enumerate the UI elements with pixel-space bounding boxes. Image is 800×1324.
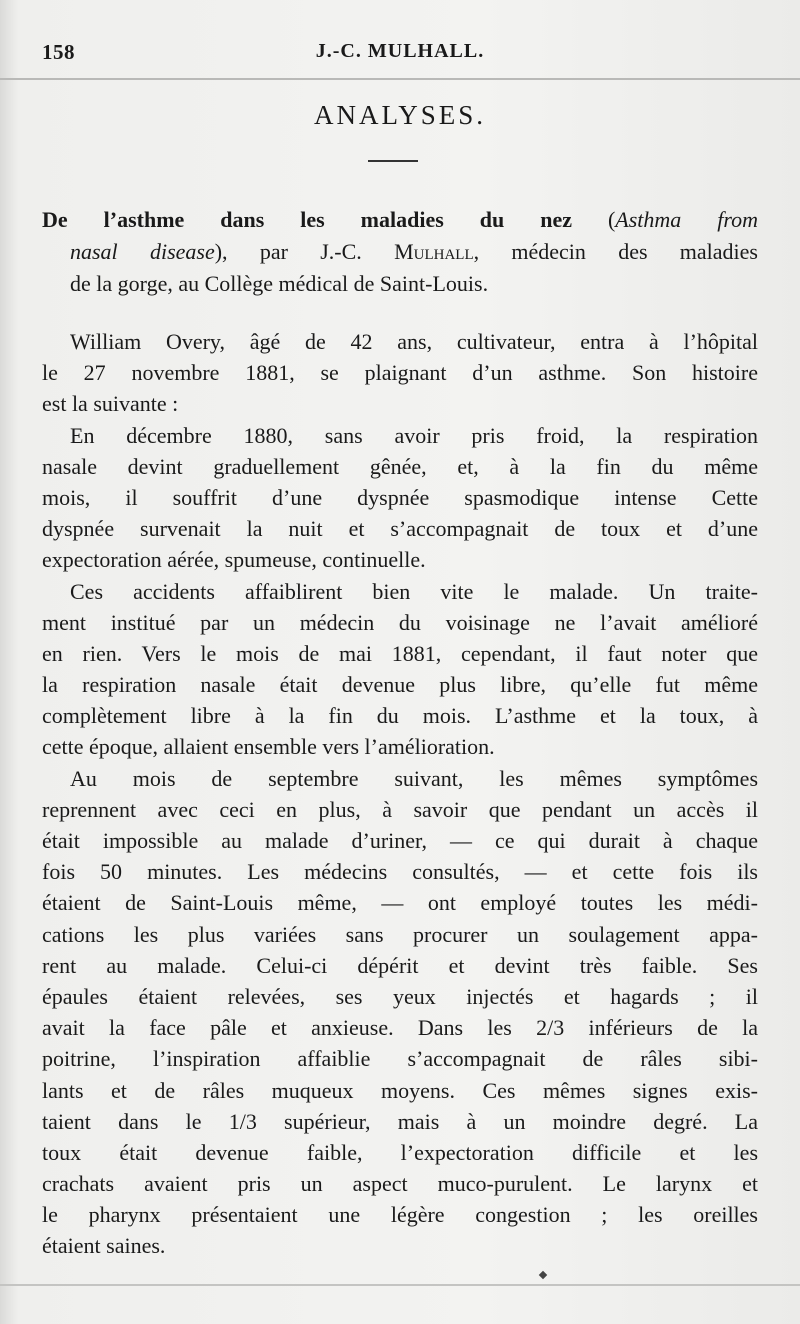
body-line: est la suivante : xyxy=(42,391,179,417)
body-line: reprennent avec ceci en plus, à savoir que pendant un accès il xyxy=(42,796,758,822)
body-line: le pharynx présentaient une légère congestion ; les oreilles xyxy=(42,1202,758,1228)
body-line: étaient saines. xyxy=(42,1233,166,1259)
heading-line-3: de la gorge, au Collège médical de Saint-Louis. xyxy=(70,271,489,296)
running-head xyxy=(0,36,800,66)
body-line: William Overy, âgé de 42 ans, cultivateur, entra à l’hôpital xyxy=(70,329,758,354)
running-title: J.-C. MULHALL. xyxy=(315,40,485,62)
heading-paren: ( xyxy=(571,207,616,232)
section-title: ANALYSES. xyxy=(313,100,487,130)
footer-rule xyxy=(0,1284,800,1286)
body-line: avait la face pâle et anxieuse. Dans les 2/3 inférieurs de la xyxy=(42,1015,758,1041)
heading-line-2 xyxy=(42,236,758,268)
heading-bold-title: De l’asthme dans les maladies du nez xyxy=(42,207,572,232)
heading-english-title-2: nasal disease xyxy=(70,239,215,264)
body-line: En décembre 1880, sans avoir pris froid, la respiration xyxy=(70,422,758,448)
body-line: Ces accidents affaiblirent bien vite le malade. Un traite- xyxy=(70,578,758,604)
body-line: mois, il souffrit d’une dyspnée spasmodique intense Cette xyxy=(42,484,758,510)
heading-english-title-1: Asthma from xyxy=(615,207,759,232)
section-divider xyxy=(368,160,418,162)
body-line: le 27 novembre 1881, se plaignant d’un asthme. Son histoire xyxy=(42,360,758,386)
article-body xyxy=(42,326,758,1262)
heading-line-1 xyxy=(42,204,758,236)
body-line: étaient de Saint-Louis même, — ont employé toutes les médi- xyxy=(42,890,758,916)
ink-speck xyxy=(539,1271,547,1279)
heading-by: ), par J.-C. xyxy=(214,239,395,264)
header-rule xyxy=(0,78,800,80)
body-line: cette époque, allaient ensemble vers l’amélioration. xyxy=(42,734,495,760)
body-line: Au mois de septembre suivant, les mêmes symptômes xyxy=(70,765,758,791)
body-line: complètement libre à la fin du mois. L’asthme et la toux, à xyxy=(42,703,758,729)
heading-role: , médecin des maladies xyxy=(473,239,758,264)
body-line: nasale devint graduellement gênée, et, à la fin du même xyxy=(42,453,758,479)
body-line: expectoration aérée, spumeuse, continuelle. xyxy=(42,547,426,573)
heading-author: Mulhall xyxy=(394,239,474,264)
body-line: taient dans le 1/3 supérieur, mais à un moindre degré. La xyxy=(42,1108,758,1134)
body-line: était impossible au malade d’uriner, — ce qui durait à chaque xyxy=(42,828,758,853)
body-line: ment institué par un médecin du voisinage ne l’avait amélioré xyxy=(42,609,758,635)
body-line: épaules étaient relevées, ses yeux injectés et hagards ; il xyxy=(42,983,758,1009)
body-line: en rien. Vers le mois de mai 1881, cependant, il faut noter que xyxy=(42,640,758,666)
body-line: poitrine, l’inspiration affaiblie s’accompagnait de râles sibi- xyxy=(42,1046,758,1072)
body-line: dyspnée survenait la nuit et s’accompagnait de toux et d’une xyxy=(42,516,758,542)
article-heading xyxy=(42,204,758,300)
body-line: lants et de râles muqueux moyens. Ces mêmes signes exis- xyxy=(42,1077,758,1103)
page-number: 158 xyxy=(42,40,75,64)
body-line: toux était devenue faible, l’expectoration difficile et les xyxy=(42,1139,758,1165)
body-line: fois 50 minutes. Les médecins consultés, — et cette fois ils xyxy=(42,859,758,885)
body-line: rent au malade. Celui-ci dépérit et devint très faible. Ses xyxy=(42,952,758,978)
body-line: la respiration nasale était devenue plus libre, qu’elle fut même xyxy=(42,672,758,698)
body-line: cations les plus variées sans procurer un soulagement appa- xyxy=(42,921,758,947)
body-line: crachats avaient pris un aspect muco-purulent. Le larynx et xyxy=(42,1171,758,1197)
